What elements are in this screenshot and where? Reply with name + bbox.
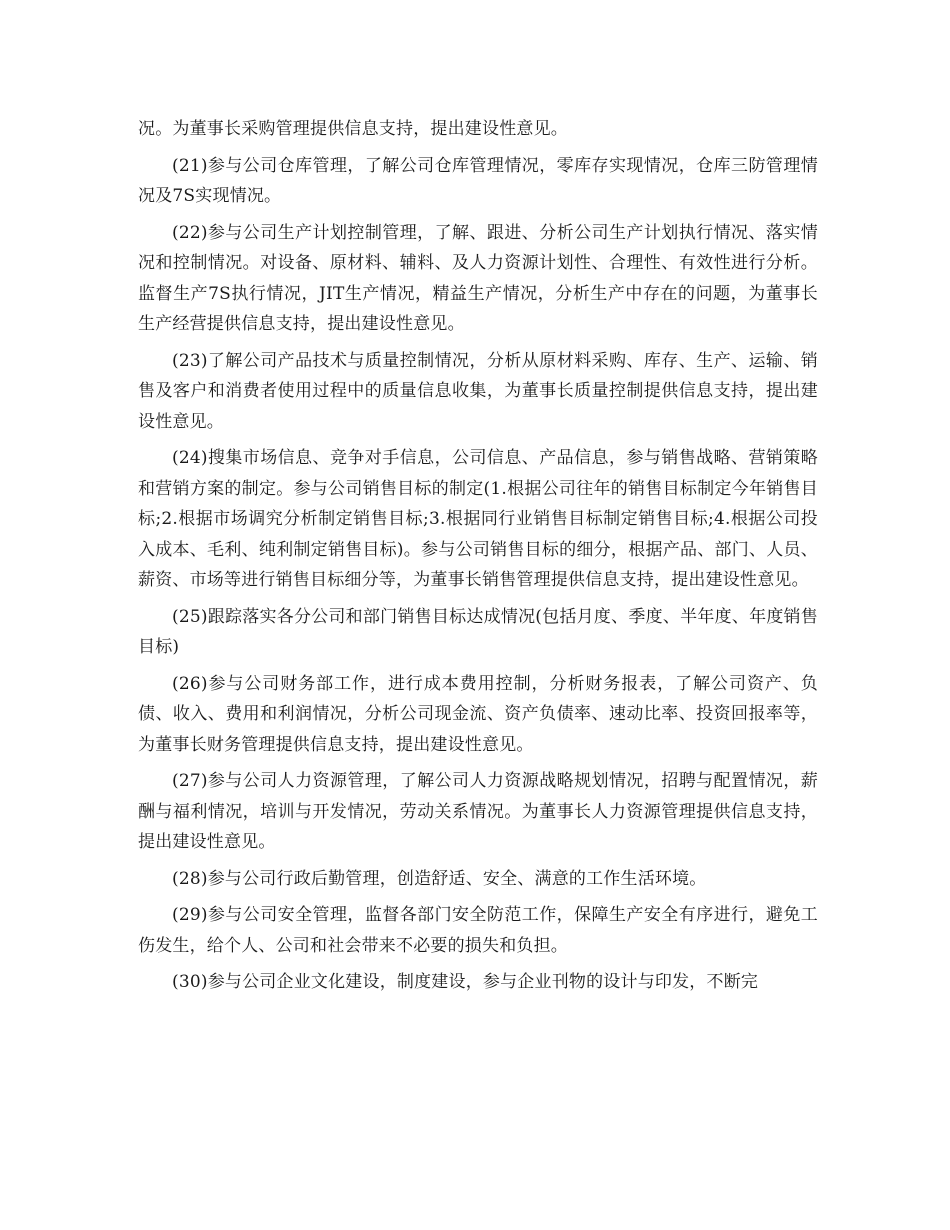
- paragraph-item-29: (29)参与公司安全管理，监督各部门安全防范工作，保障生产安全有序进行，避免工伤发生，给个人、公司和社会带来不必要的损失和负担。: [138, 905, 818, 956]
- paragraph-item-26: (26)参与公司财务部工作，进行成本费用控制，分析财务报表，了解公司资产、负债、收入、费用和利润情况，分析公司现金流、资产负债率、速动比率、投资回报率等，为董事长财务管理提供信息支持，提出建设性意见。: [138, 673, 818, 755]
- paragraph-item-23: (23)了解公司产品技术与质量控制情况，分析从原材料采购、库存、生产、运输、销售及客户和消费者使用过程中的质量信息收集，为董事长质量控制提供信息支持，提出建设性意见。: [138, 350, 818, 432]
- paragraph-item-30: (30)参与公司企业文化建设，制度建设，参与企业刊物的设计与印发，不断完: [172, 972, 759, 992]
- document-body: [138, 114, 818, 1004]
- paragraph-item-27: (27)参与公司人力资源管理，了解公司人力资源战略规划情况，招聘与配置情况，薪酬与福利情况，培训与开发情况，劳动关系情况。为董事长人力资源管理提供信息支持，提出建设性意见。: [138, 771, 818, 852]
- paragraph-continuation: 况。为董事长采购管理提供信息支持，提出建设性意见。: [138, 119, 568, 139]
- paragraph-item-24: (24)搜集市场信息、竞争对手信息，公司信息、产品信息，参与销售战略、营销策略和营销方案的制定。参与公司销售目标的制定(1.根据公司往年的销售目标制定今年销售目标;2.根据市场调究分析制定销售目标;3.根据同行业销售目标制定销售目标;4.根据公司投入成本、毛利、纯利制定销售目标)。参与公司销售目标的细分，根据产品、部门、人员、薪资、市场等进行销售目标细分等，为董事长销售管理提供信息支持，提出建设性意见。: [138, 448, 818, 590]
- paragraph-item-22: (22)参与公司生产计划控制管理，了解、跟进、分析公司生产计划执行情况、落实情况和控制情况。对设备、原材料、辅料、及人力资源计划性、合理性、有效性进行分析。监督生产7S执行情况，JIT生产情况，精益生产情况，分析生产中存在的问题，为董事长生产经营提供信息支持，提出建设性意见。: [138, 222, 818, 334]
- paragraph-item-21: (21)参与公司仓库管理，了解公司仓库管理情况，零库存实现情况，仓库三防管理情况及7S实现情况。: [138, 155, 818, 206]
- paragraph-item-25: (25)跟踪落实各分公司和部门销售目标达成情况(包括月度、季度、半年度、年度销售目标): [138, 606, 818, 657]
- paragraph-item-28: (28)参与公司行政后勤管理，创造舒适、安全、满意的工作生活环境。: [172, 868, 707, 889]
